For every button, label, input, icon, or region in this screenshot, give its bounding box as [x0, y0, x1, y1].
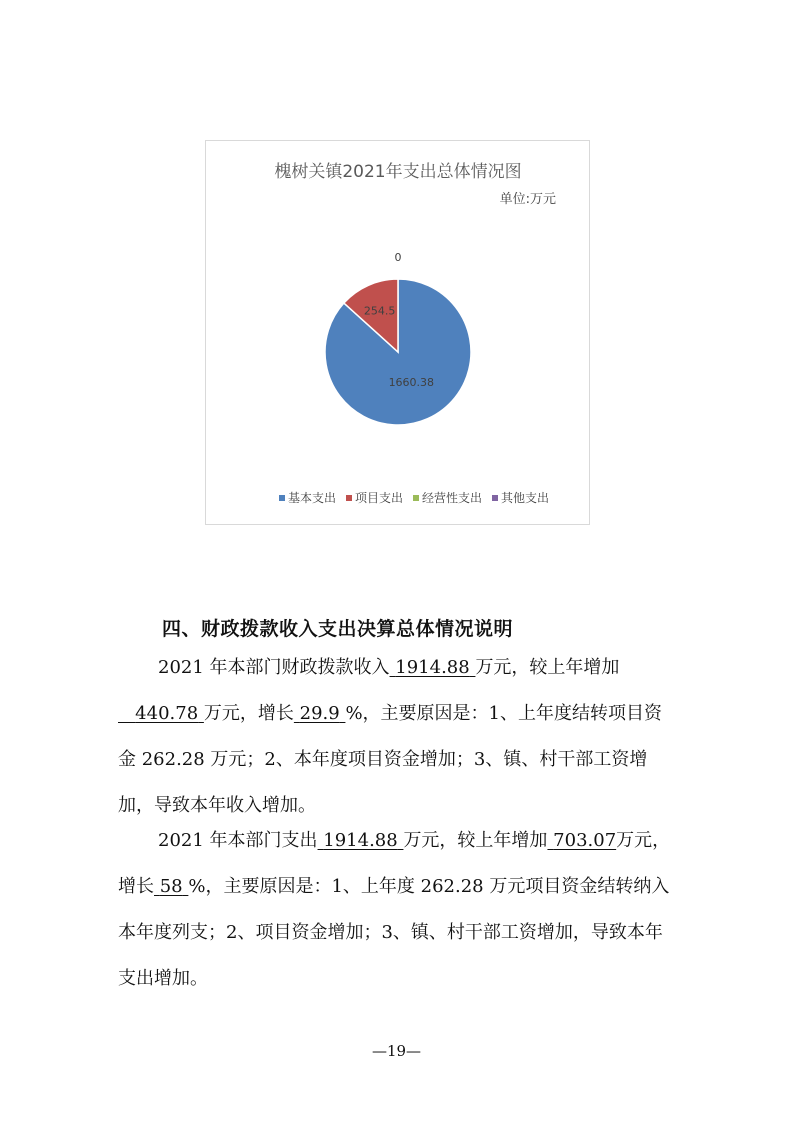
data-label-basic: 1660.38 — [388, 376, 435, 390]
expenditure-paragraph — [118, 818, 678, 1002]
p2-increase-value: 703.07 — [553, 830, 617, 851]
p1-text-4: %，主要原因是：1、上年度结转项目资金 262.28 万元；2、本年度项目资金增加；3、镇、村干部工资增加，导致本年收入增加。 — [118, 703, 662, 816]
income-paragraph — [118, 645, 678, 829]
p2-growth-value: 58 — [159, 876, 183, 897]
p2-text-2: 万元，较上年增加 — [403, 830, 548, 851]
section-heading: 四、财政拨款收入支出决算总体情况说明 — [162, 618, 514, 640]
legend-swatch-other — [492, 495, 498, 501]
chart-title: 槐树关镇2021年支出总体情况图 — [274, 162, 522, 182]
legend-swatch-project — [346, 495, 352, 501]
pie-chart-svg — [206, 141, 591, 526]
p1-text-3: 万元，增长 — [203, 703, 294, 724]
legend-swatch-operating — [413, 495, 419, 501]
p1-text-1: 2021 年本部门财政拨款收入 — [158, 657, 390, 678]
legend-label-other: 其他支出 — [501, 491, 550, 505]
chart-unit-label: 单位:万元 — [499, 192, 556, 207]
p2-text-3: 万元，增长 — [118, 830, 671, 897]
p1-income-value: 1914.88 — [395, 657, 470, 678]
legend-label-project: 项目支出 — [355, 491, 404, 505]
page-number: —19— — [371, 1042, 422, 1060]
p2-text-4: %，主要原因是：1、上年度 262.28 万元项目资金结转纳入本年度列支；2、项目资金增加；3、镇、村干部工资增加，导致本年支出增加。 — [118, 876, 670, 989]
p1-text-2: 万元，较上年增加 — [475, 657, 620, 678]
legend-swatch-basic — [279, 495, 285, 501]
p2-expenditure-value: 1914.88 — [323, 830, 398, 851]
data-label-project: 254.5 — [363, 304, 396, 318]
legend-label-basic: 基本支出 — [288, 491, 337, 505]
p1-increase-value: 440.78 — [135, 703, 199, 724]
legend-label-operating: 经营性支出 — [422, 491, 483, 505]
data-label-operating: 0 — [394, 251, 402, 264]
p1-growth-value: 29.9 — [299, 703, 340, 724]
expenditure-pie-chart — [205, 140, 590, 525]
p2-text-1: 2021 年本部门支出 — [158, 830, 318, 851]
